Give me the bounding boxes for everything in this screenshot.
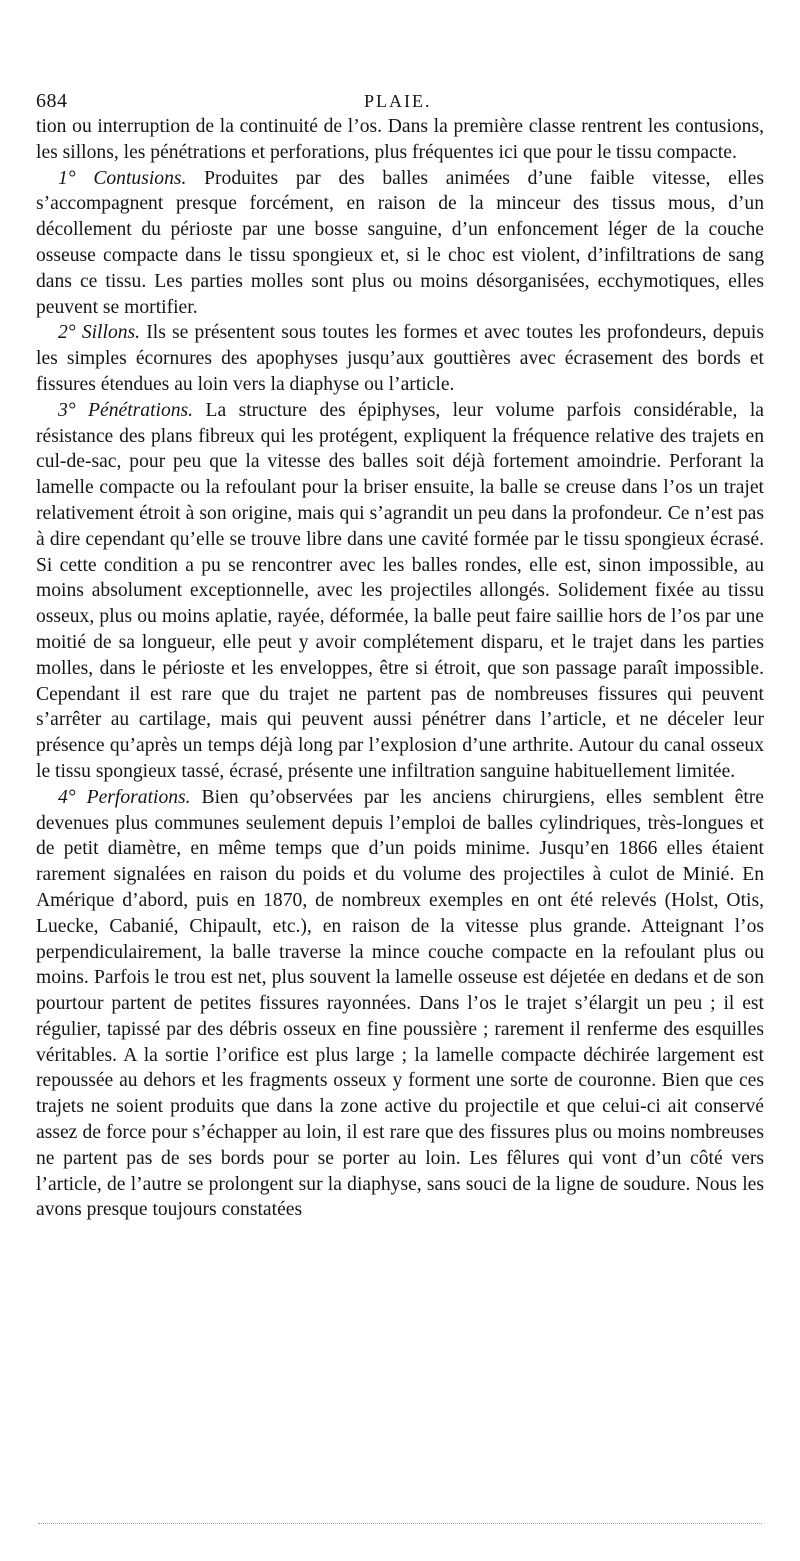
running-title: PLAIE. bbox=[364, 91, 432, 111]
section-heading-sillons: 2° Sillons. bbox=[58, 322, 141, 344]
section-heading-penetrations: 3° Pénétrations. bbox=[58, 399, 194, 421]
paragraph-text: Bien qu’observées par les anciens chirurgiens, elles semblent être devenues plus communes seulement depuis l’emploi de balles cylindriques, très-longues et de petit diamètre, en même temps que d’un poids minime. Jusqu’en 1866 elles étaient rarement signalées en raison du poids et du volume des projectiles à culot de Minié. En Amérique d’abord, puis en 1870, de nombreux exemples en ont été relevés (Holst, Otis, Luecke, Cabanié, Chipault, etc.), en raison de la vitesse plus grande. Atteignant l’os perpendiculairement, la balle traverse la mince couche compacte en la refoulant plus ou moins. Parfois le trou est net, plus souvent la lamelle osseuse est déjetée en dedans et de son pourtour partent de petites fissures rayonnées. Dans l’os le trajet s’élargit un peu ; il est régulier, tapissé par des débris osseux en fine poussière ; rarement il renferme des esquilles véritables. A la sortie l’orifice est plus large ; la lamelle compacte déchirée largement est repoussée au dehors et les fragments osseux y forment une sorte de couronne. Bien que ces trajets ne soient produits que dans la zone active du projectile et que celui-ci ait conservé assez de force pour s’échapper au loin, il est rare que des fissures plus ou moins nombreuses ne partent pas de ses bords pour se porter au loin. Les fêlures qui vont d’un côté vers l’article, de l’autre se prolongent sur la diaphyse, sans souci de la ligne de soudure. Nous les avons presque toujours constatées bbox=[36, 786, 764, 1221]
paragraph-contusions bbox=[36, 166, 764, 321]
section-heading-perforations: 4° Perforations. bbox=[58, 786, 191, 808]
paragraph-text: tion ou interruption de la continuité de l’os. Dans la première classe rentrent les contusions, les sillons, les pénétrations et perforations, plus fréquentes ici que pour le tissu compacte. bbox=[36, 116, 764, 163]
body-text bbox=[36, 114, 764, 1223]
paragraph-perforations bbox=[36, 785, 764, 1224]
paragraph-text: Produites par des balles animées d’une faible vitesse, elles s’accompagnent presque forcément, en raison de la minceur des tissus mous, d’un décollement du périoste par une bosse sanguine, d’un enfoncement léger de la couche osseuse compacte dans le tissu spongieux et, si le choc est violent, d’infiltrations de sang dans ce tissu. Les parties molles sont plus ou moins désorganisées, ecchymotiques, elles peuvent se mortifier. bbox=[36, 167, 765, 318]
paragraph-text: La structure des épiphyses, leur volume parfois considérable, la résistance des plans fibreux qui les protégent, expliquent la fréquence relative des trajets en cul-de-sac, pour peu que la vitesse des balles soit déjà fortement amoindrie. Perforant la lamelle compacte ou la refoulant pour la briser ensuite, la balle se creuse dans l’os un trajet relativement étroit à son origine, mais qui s’agrandit un peu dans la profondeur. Ce n’est pas à dire cependant qu’elle se trouve libre dans une cavité formée par le tissu spongieux écrasé. Si cette condition a pu se rencontrer avec les balles rondes, elle est, sinon impossible, au moins absolument exceptionnelle, avec les projectiles allongés. Solidement fixée au tissu osseux, plus ou moins aplatie, rayée, déformée, la balle peut faire saillie hors de l’os par une moitié de sa longueur, elle peut y avoir complétement disparu, et le trajet dans les parties molles, dans le périoste et les enveloppes, être si étroit, que son passage paraît impossible. Cependant il est rare que du trajet ne partent pas de nombreuses fissures qui peuvent s’arrêter au cartilage, mais qui peuvent aussi pénétrer dans l’article, et ne déceler leur présence qu’après un temps déjà long par l’explosion d’une arthrite. Autour du canal osseux le tissu spongieux tassé, écrasé, présente une infiltration sanguine habituellement limitée. bbox=[36, 399, 764, 782]
paragraph-penetrations bbox=[36, 398, 764, 785]
section-heading-contusions: 1° Contusions. bbox=[58, 167, 187, 189]
page bbox=[36, 84, 764, 1223]
footer-dotted-rule bbox=[38, 1523, 762, 1524]
page-header bbox=[36, 84, 764, 114]
paragraph-sillons bbox=[36, 320, 764, 397]
paragraph-continuation bbox=[36, 114, 764, 166]
paragraph-text: Ils se présentent sous toutes les formes et avec toutes les profondeurs, depuis les simples écornures des apophyses jusqu’aux gouttières avec écrasement des bords et fissures étendues au loin vers la diaphyse ou l’article. bbox=[36, 322, 764, 395]
page-number: 684 bbox=[36, 90, 68, 112]
